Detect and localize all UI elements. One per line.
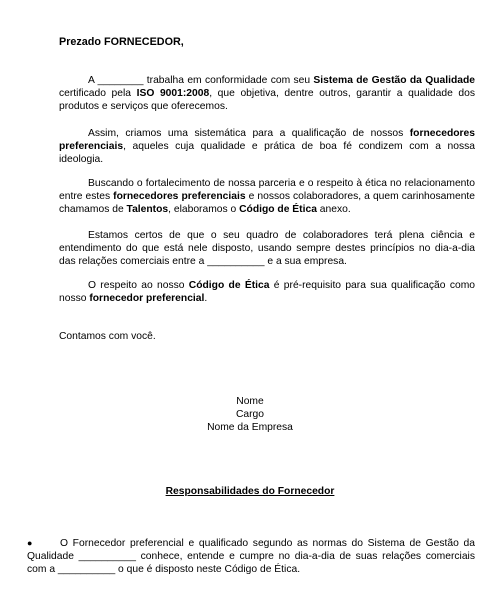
list-item xyxy=(27,537,475,576)
bullet-icon: ● xyxy=(27,538,33,548)
text-segment: A ________ trabalha em conformidade com seu xyxy=(88,75,314,86)
closing-line: Contamos com você. xyxy=(59,331,156,342)
signature-role: Cargo xyxy=(235,409,265,420)
greeting: Prezado FORNECEDOR, xyxy=(59,36,184,48)
text-segment: e nossos colaboradores, a quem carinhosamente chamamos de xyxy=(59,191,476,215)
text-segment: anexo. xyxy=(316,204,351,215)
bold-segment: fornecedores preferenciais xyxy=(113,191,246,202)
bold-segment: Código de Ética xyxy=(239,204,317,215)
section-title: Responsabilidades do Fornecedor xyxy=(165,486,335,497)
text-segment: O respeito ao nosso xyxy=(88,280,189,291)
signature-name: Nome xyxy=(236,396,264,407)
bold-segment: ISO 9001:2008 xyxy=(136,88,210,99)
paragraph-awareness xyxy=(59,229,475,268)
text-segment: . xyxy=(204,293,208,304)
text-segment: é pré-requisito para sua qualificação como nosso xyxy=(59,280,475,304)
bold-segment: fornecedores preferenciais xyxy=(59,128,475,152)
bold-segment: fornecedor preferencial xyxy=(89,293,205,304)
text-segment: Buscando o fortalecimento de nossa parceria e o respeito à ética no relacionamento entre estes xyxy=(59,178,475,202)
paragraph-ethics xyxy=(59,177,475,216)
list-item-text: O Fornecedor preferencial e qualificado segundo as normas do Sistema de Gestão da Qualidade __________ conhece, entende e cumpre no dia-a-dia de suas relações comerciais com a __________ o que é disposto neste Código de Ética. xyxy=(27,538,475,575)
text-segment: , que objetiva, dentre outros, garantir a qualidade dos produtos e serviços que oferecemos. xyxy=(59,88,476,112)
bold-segment: Sistema de Gestão da Qualidade xyxy=(313,75,475,86)
bold-segment: Talentos xyxy=(126,204,169,215)
text-segment: , aqueles cuja qualidade e prática de boa fé condizem com a nossa ideologia. xyxy=(59,141,475,165)
text-segment: Assim, criamos uma sistemática para a qualificação de nossos xyxy=(88,128,410,139)
paragraph-quality-system xyxy=(59,74,475,113)
paragraph-qualification xyxy=(59,127,475,166)
bold-segment: Código de Ética xyxy=(188,280,270,291)
text-segment: , elaboramos o xyxy=(168,204,240,215)
text-segment: Estamos certos de que o seu quadro de colaboradores terá plena ciência e entendimento do que está nele disposto, usando sempre destes princípios no dia-a-dia das relações comerciais entre a __________ e a sua empresa. xyxy=(59,230,475,267)
paragraph-requirement xyxy=(59,279,475,305)
signature-company: Nome da Empresa xyxy=(207,422,293,433)
text-segment: certificado pela xyxy=(59,88,137,99)
